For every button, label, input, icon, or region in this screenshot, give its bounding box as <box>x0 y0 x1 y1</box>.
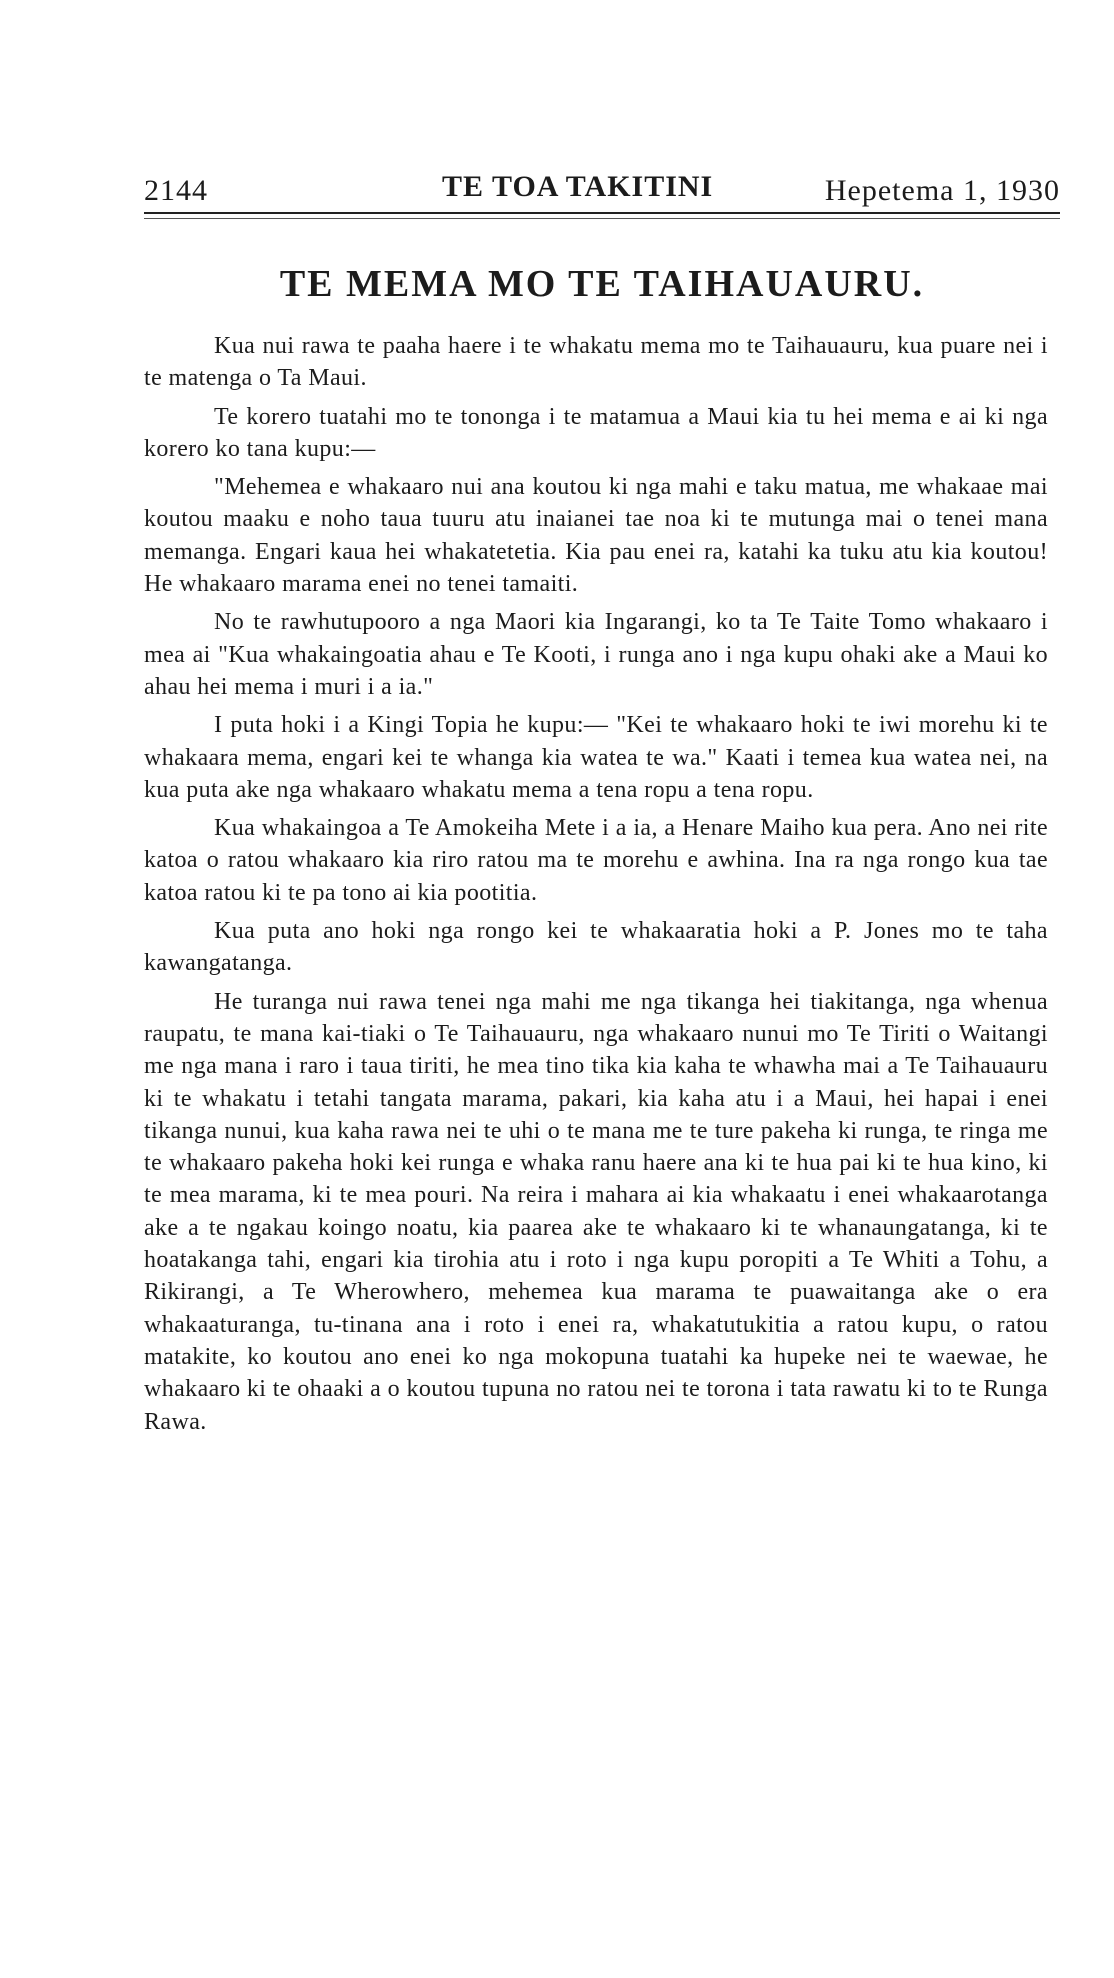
paragraph: Kua puta ano hoki nga rongo kei te whakaaratia hoki a P. Jones mo te taha kawangatanga. <box>144 918 1048 977</box>
paragraph: No te rawhutupooro a nga Maori kia Ingarangi, ko ta Te Taite Tomo whakaaro i mea ai "Kua whakaingoatia ahau e Te Kooti, i runga ano i nga kupu ohaki ake a Maui ko ahau hei mema i muri i a ia." <box>144 609 1048 700</box>
page-number: 2144 <box>144 174 208 207</box>
header-rule <box>144 212 1060 214</box>
journal-title: TE TOA TAKITINI <box>442 170 714 203</box>
paragraph: Kua nui rawa te paaha haere i te whakatu mema mo te Taihauauru, kua puare nei i te matenga o Ta Maui. <box>144 333 1048 392</box>
header-rule-secondary <box>144 218 1060 219</box>
paragraph: He turanga nui rawa tenei nga mahi me nga tikanga hei tiakitanga, nga whenua raupatu, te mana kai-tiaki o Te Taihauauru, nga whakaaro nunui mo Te Tiriti o Waitangi me nga mana i raro i taua tiriti, he mea tino tika kia kaha te whawha mai a Te Taihauauru ki te whakatu i tetahi tangata marama, pakari, kia kaha atu i a Maui, hei hapai i enei tikanga nunui, kua kaha rawa nei te uhi o te mana me te ture pakeha ki runga, te ringa me te whakaaro pakeha hoki kei runga e whaka ranu haere ana ki te hua pai ki te hua kino, ki te mea marama, ki te mea pouri. Na reira i mahara ai kia whakaatu i enei whakaarotanga ake a te ngakau koingo noatu, kia paarea ake te whakaaro ki te whanaungatanga, ki te hoatakanga tahi, engari kia tirohia atu i roto i nga kupu poropiti a Te Whiti a Tohu, a Rikirangi, a Te Wherowhero, mehemea kua marama te puawaitanga ake o era whakaaturanga, tu-tinana ana i roto i enei ra, whakatutukitia a ratou kupu, o ratou matakite, ko koutou ano enei ko nga mokopuna tuatahi ka hupeke nei te waewae, he whakaaro ki te ohaaki a o koutou tupuna no ratou nei te torona i tata rawatu ki to te Runga Rawa. <box>144 988 1048 1435</box>
running-head <box>144 170 1060 214</box>
paragraph: Kua whakaingoa a Te Amokeiha Mete i a ia, a Henare Maiho kua pera. Ano nei rite katoa o ratou whakaaro kia riro ratou ma te morehu e awhina. Ina ra nga rongo kua tae katoa ratou ki te pa tono ai kia pootitia. <box>144 815 1048 906</box>
paragraph: I puta hoki i a Kingi Topia he kupu:— "Kei te whakaaro hoki te iwi morehu ki te whakaara mema, engari kei te whanga kia watea te wa." Kaati i temea kua watea nei, na kua puta ake nga whakaaro whakatu mema a tena ropu a tena ropu. <box>144 712 1048 803</box>
paragraph: "Mehemea e whakaaro nui ana koutou ki nga mahi e taku matua, me whakaae mai koutou maaku e noho taua tuuru atu inaianei tae noa ki te mutunga mai o tenei mana memanga. Engari kaua hei whakatetetia. Kia pau enei ra, katahi ka tuku atu kia koutou! He whakaaro marama enei no tenei tamaiti. <box>144 474 1048 598</box>
paragraph: Te korero tuatahi mo te tononga i te matamua a Maui kia tu hei mema e ai ki nga korero ko tana kupu:— <box>144 403 1048 462</box>
article-body <box>144 330 1048 1444</box>
issue-date: Hepetema 1, 1930 <box>824 174 1060 207</box>
article-title: TE MEMA MO TE TAIHAUAURU. <box>279 263 925 305</box>
